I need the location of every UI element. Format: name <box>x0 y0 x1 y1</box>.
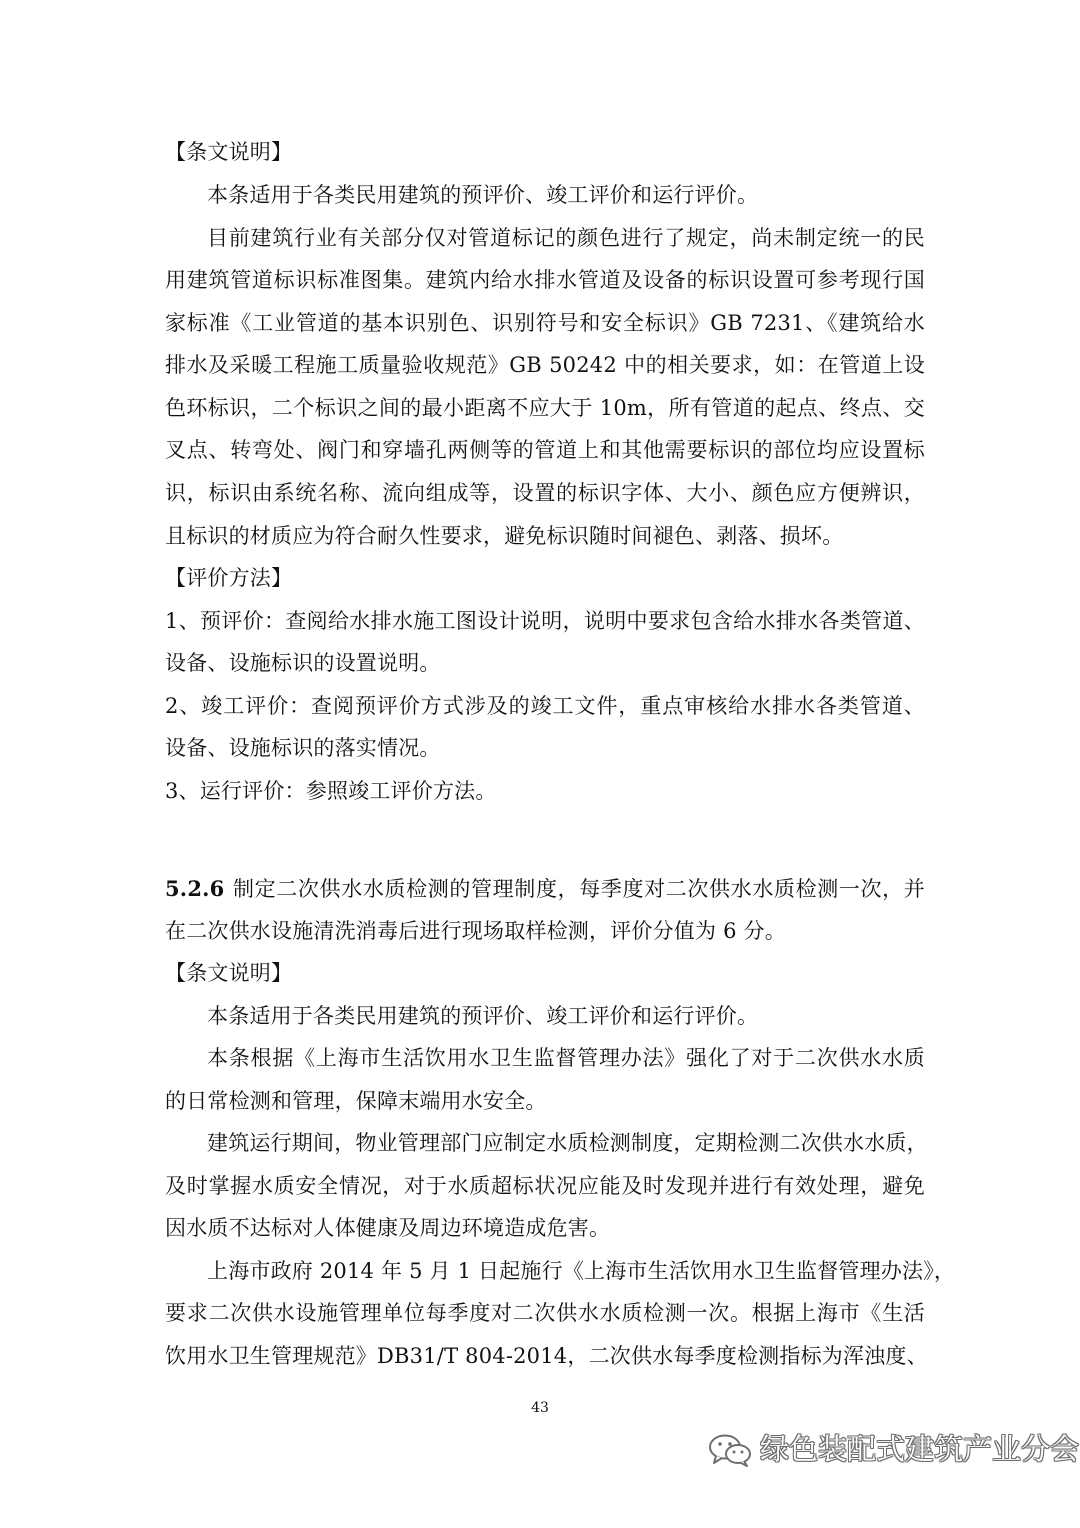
paragraph-line: 家标准《工业管道的基本识别色、识别符号和安全标识》GB 7231、《建筑给水 <box>165 311 925 335</box>
list-item-line: 2、竣工评价：查阅预评价方式涉及的竣工文件，重点审核给水排水各类管道、 <box>165 694 925 718</box>
list-item-line: 设备、设施标识的落实情况。 <box>165 736 441 760</box>
section-heading-clause-explanation: 【条文说明】 <box>165 961 293 985</box>
paragraph-line: 因水质不达标对人体健康及周边环境造成危害。 <box>165 1216 611 1240</box>
clause-text-line: 在二次供水设施清洗消毒后进行现场取样检测，评价分值为 6 分。 <box>165 919 786 943</box>
paragraph-line: 本条适用于各类民用建筑的预评价、竣工评价和运行评价。 <box>207 183 759 207</box>
paragraph-line: 目前建筑行业有关部分仅对管道标记的颜色进行了规定，尚未制定统一的民 <box>207 226 925 250</box>
paragraph-line: 用建筑管道标识标准图集。建筑内给水排水管道及设备的标识设置可参考现行国 <box>165 268 925 292</box>
paragraph-line: 排水及采暖工程施工质量验收规范》GB 50242 中的相关要求，如：在管道上设 <box>165 353 925 377</box>
paragraph-line: 及时掌握水质安全情况，对于水质超标状况应能及时发现并进行有效处理，避免 <box>165 1174 925 1198</box>
clause-number: 5.2.6 <box>165 876 225 901</box>
list-item-line: 设备、设施标识的设置说明。 <box>165 651 441 675</box>
paragraph-line: 建筑运行期间，物业管理部门应制定水质检测制度，定期检测二次供水水质， <box>207 1131 928 1155</box>
watermark <box>700 1424 1080 1474</box>
section-heading-evaluation-method: 【评价方法】 <box>165 566 293 590</box>
list-item-line: 1、预评价：查阅给水排水施工图设计说明，说明中要求包含给水排水各类管道、 <box>165 609 925 633</box>
paragraph-line: 识，标识由系统名称、流向组成等，设置的标识字体、大小、颜色应方便辨识， <box>165 481 925 505</box>
page-number: 43 <box>531 1400 549 1416</box>
paragraph-line: 饮用水卫生管理规范》DB31/T 804-2014，二次供水每季度检测指标为浑浊度、 <box>165 1344 928 1368</box>
wechat-icon <box>706 1432 754 1468</box>
paragraph-line: 本条适用于各类民用建筑的预评价、竣工评价和运行评价。 <box>207 1004 759 1028</box>
clause-text-line: 制定二次供水水质检测的管理制度，每季度对二次供水水质检测一次，并 <box>233 877 925 901</box>
watermark-text: 绿色装配式建筑产业分会 <box>760 1432 1080 1466</box>
section-heading-clause-explanation: 【条文说明】 <box>165 140 293 164</box>
paragraph-line: 本条根据《上海市生活饮用水卫生监督管理办法》强化了对于二次供水水质 <box>207 1046 925 1070</box>
list-item-line: 3、运行评价：参照竣工评价方法。 <box>165 779 497 803</box>
paragraph-line: 上海市政府 2014 年 5 月 1 日起施行《上海市生活饮用水卫生监督管理办法》， <box>207 1259 956 1283</box>
paragraph-line: 要求二次供水设施管理单位每季度对二次供水水质检测一次。根据上海市《生活 <box>165 1301 925 1325</box>
paragraph-line: 叉点、转弯处、阀门和穿墙孔两侧等的管道上和其他需要标识的部位均应设置标 <box>165 438 925 462</box>
paragraph-line: 色环标识，二个标识之间的最小距离不应大于 10m，所有管道的起点、终点、交 <box>165 396 925 420</box>
paragraph-line: 且标识的材质应为符合耐久性要求，避免标识随时间褪色、剥落、损坏。 <box>165 524 844 548</box>
paragraph-line: 的日常检测和管理，保障末端用水安全。 <box>165 1089 547 1113</box>
